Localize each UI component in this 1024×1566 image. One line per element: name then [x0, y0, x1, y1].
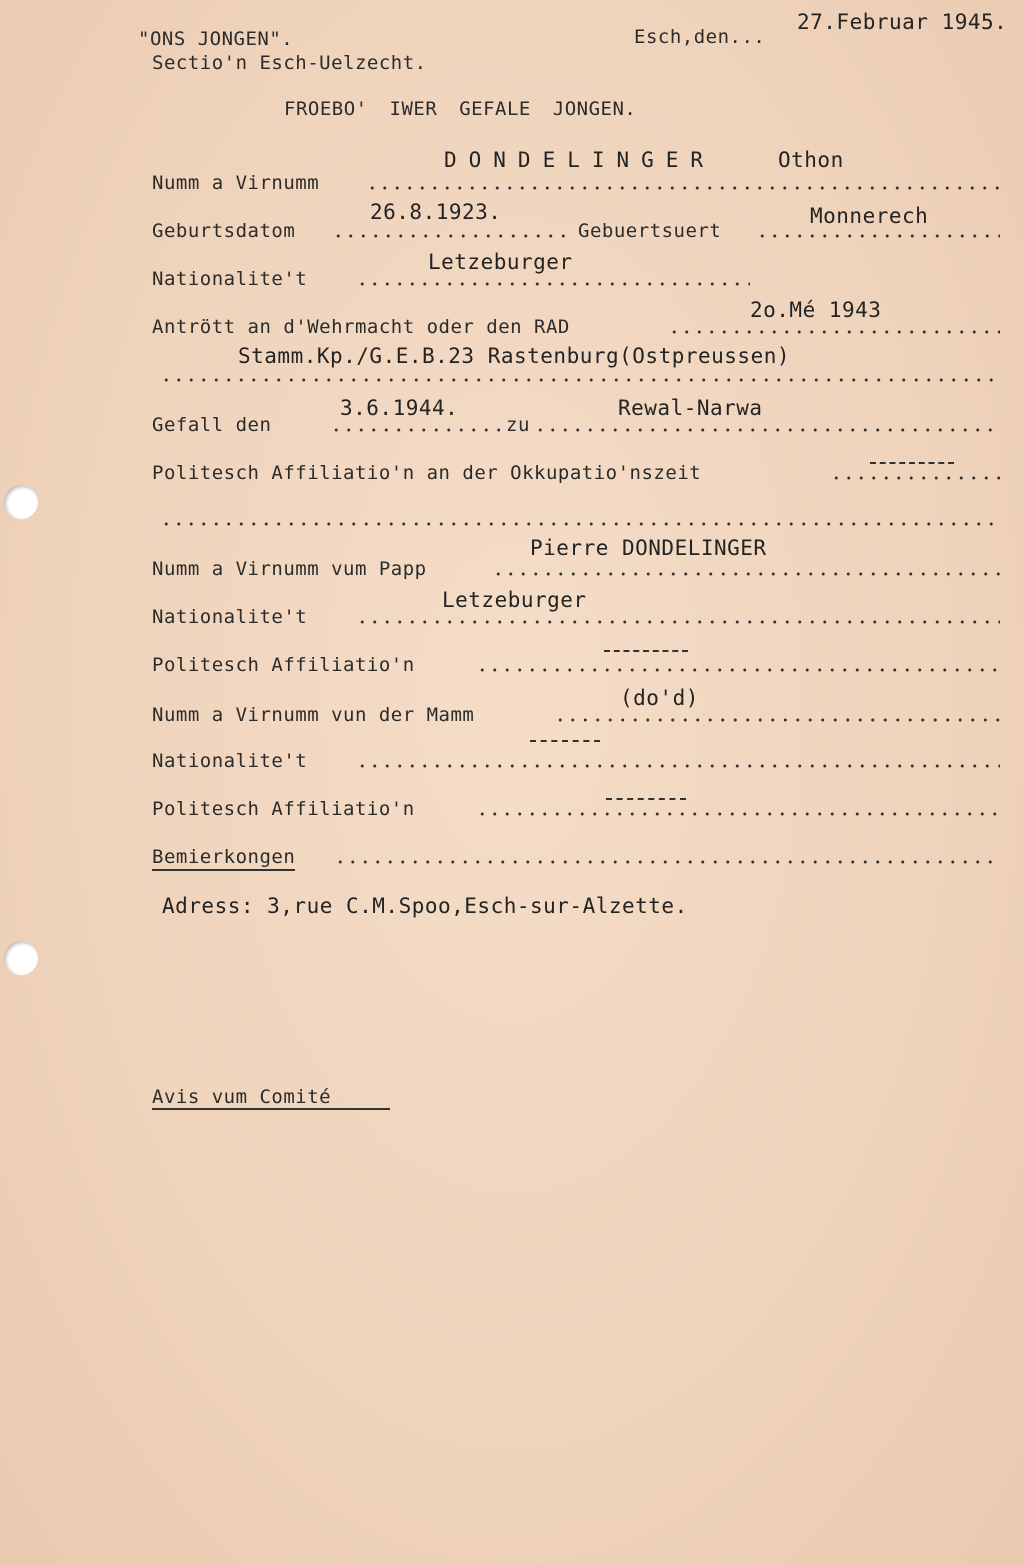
mother-value: (do'd) [620, 686, 699, 710]
political-occupation-dotted-line-2 [160, 522, 1000, 526]
committee-underline [152, 1108, 390, 1110]
fallen-label: Gefall den [152, 414, 272, 436]
document-date: 27.Februar 1945. [797, 10, 1008, 34]
mother-label: Numm a Virnumm vun der Mamm [152, 704, 475, 726]
father-dotted-line [492, 572, 1000, 576]
name-label: Numm a Virnumm [152, 172, 320, 194]
remarks-label: Bemierkongen [152, 846, 295, 871]
birthplace-value: Monnerech [810, 204, 929, 228]
committee-label: Avis vum Comité [152, 1086, 332, 1108]
mother-political-dash [606, 798, 686, 802]
name-value-surname: DONDELINGER [444, 148, 716, 172]
punch-hole-top [4, 485, 38, 519]
enlistment-label: Antrött an d'Wehrmacht oder den RAD [152, 316, 570, 338]
place-date-label: Esch,den... [634, 26, 766, 48]
remarks-dotted-line [334, 860, 1000, 864]
name-dotted-line [366, 186, 1000, 190]
enlistment-dotted-line [668, 330, 1000, 334]
mother-nationality-dotted-line [356, 764, 1000, 768]
mother-nationality-label: Nationalite't [152, 750, 308, 772]
mother-political-dotted-line [476, 812, 1000, 816]
military-unit: Stamm.Kp./G.E.B.23 Rastenburg(Ostpreussen) [238, 344, 791, 368]
fallen-date: 3.6.1944. [340, 396, 459, 420]
father-political-dotted-line [476, 668, 1000, 672]
father-political-label: Politesch Affiliatio'n [152, 654, 415, 676]
mother-political-label: Politesch Affiliatio'n [152, 798, 415, 820]
fallen-place: Rewal-Narwa [618, 396, 763, 420]
father-nationality-label: Nationalite't [152, 606, 308, 628]
political-occupation-label: Politesch Affiliatio'n an der Okkupatio'nszeit [152, 462, 702, 484]
father-political-dash [604, 650, 688, 654]
section-name: Sectio'n Esch-Uelzecht. [152, 52, 427, 74]
punch-hole-bottom [4, 941, 38, 975]
father-label: Numm a Virnumm vum Papp [152, 558, 427, 580]
address: Adress: 3,rue C.M.Spoo,Esch-sur-Alzette. [162, 894, 688, 918]
fallen-place-dotted-line [534, 428, 1000, 432]
birthplace-dotted-line [756, 234, 1000, 238]
name-value-first: Othon [778, 148, 844, 172]
political-occupation-dotted-line [830, 476, 1000, 480]
nationality-value: Letzeburger [428, 250, 573, 274]
nationality-label: Nationalite't [152, 268, 308, 290]
birthdate-dotted-line [332, 234, 570, 238]
unit-dotted-line [160, 378, 1000, 382]
birthplace-label: Gebuertsuert [578, 220, 722, 242]
org-name: "ONS JONGEN". [138, 28, 294, 50]
father-nationality-value: Letzeburger [442, 588, 587, 612]
father-value: Pierre DONDELINGER [530, 536, 767, 560]
birthdate-label: Geburtsdatom [152, 220, 296, 242]
nationality-dotted-line [356, 282, 750, 286]
father-nationality-dotted-line [356, 620, 1000, 624]
document-title: FROEBO' IWER GEFALE JONGEN. [284, 98, 637, 120]
political-occupation-dash [870, 462, 954, 466]
fallen-at-label: zu [506, 414, 530, 436]
mother-dotted-line [554, 718, 1000, 722]
fallen-date-dotted-line [330, 428, 500, 432]
birthdate-value: 26.8.1923. [370, 200, 502, 224]
mother-nationality-dash [530, 740, 600, 744]
enlistment-date: 2o.Mé 1943 [750, 298, 882, 322]
